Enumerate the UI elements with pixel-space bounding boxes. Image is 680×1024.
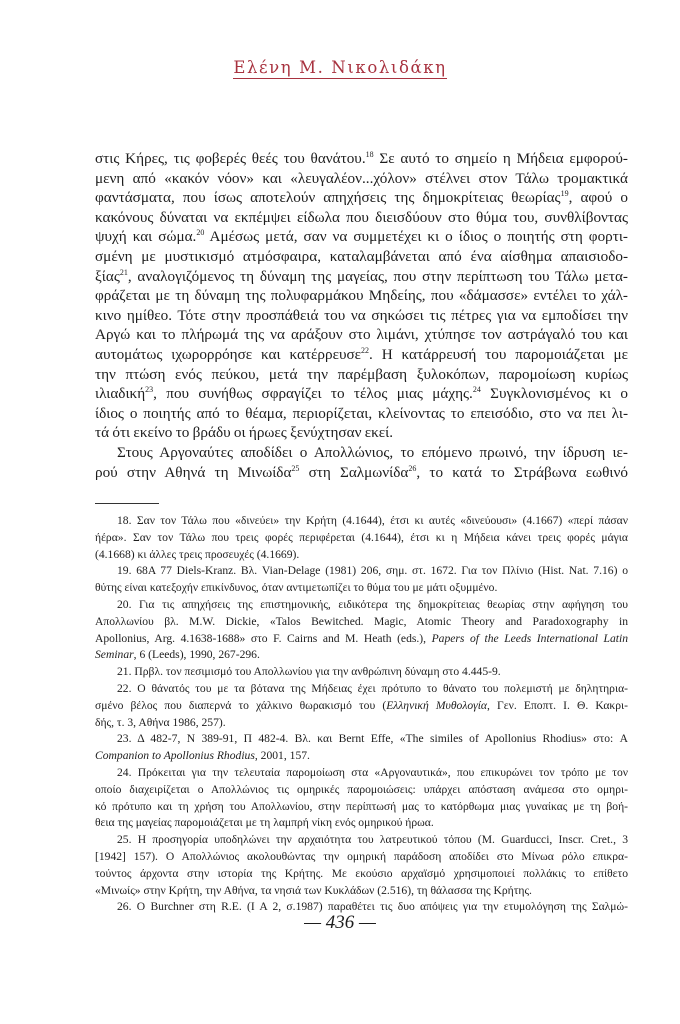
- italic-title: Seminar: [95, 648, 134, 662]
- text-run: αυτομάτως ιχωρορρόησε και κατέρρευσε: [95, 345, 362, 363]
- text-run: κό πρότυπο και τη χρήση του Απολλωνίου, στην περίπτωσή μας το κατόρθωμα μιας γυναίκας με τη βοή-: [95, 799, 628, 813]
- footnote-line: [95, 664, 628, 681]
- text-run: Σε αυτό το σημείο η Μήδεια εμφορού-: [373, 150, 628, 167]
- footnote-line: [95, 883, 628, 900]
- text-run: φαντάσματα, που ίσως αποτελούν απηχήσεις της δημοκρίτειας θεωρίας: [95, 189, 561, 207]
- text-run: δής, τ. 3, Αθήνα 1986, 257).: [95, 715, 226, 729]
- text-run: , το κατά το Στράβωνα εωθινό: [416, 463, 628, 481]
- text-line: [95, 267, 628, 287]
- text-run: φράζεται με τη δύναμη της πολυφαρμάκου Μηδείης, που «δάμασσε» εντέλει το χάλ-: [95, 287, 628, 305]
- footnote-line: [95, 631, 628, 648]
- text-line: [95, 188, 628, 208]
- footnote-line: [95, 782, 628, 799]
- text-run: την πτώση ενός πεύκου, μετά την παρέμβαση ξυλοκόπων, παρομοίωση κυρίως: [95, 365, 628, 383]
- text-run: ιλιαδική: [95, 385, 146, 403]
- text-line: [95, 208, 628, 228]
- text-run: , που συνήθως σφραγίζει το τέλος μιας μάχης.: [153, 385, 473, 403]
- text-line: [95, 404, 628, 424]
- footnote-ref: 25: [291, 463, 300, 473]
- footnote-line: [95, 580, 628, 597]
- text-run: σμένη με μυστικισμό ατμόσφαιρα, καταλαμβάνεται από ένα αίσθημα απαισιοδο-: [95, 247, 628, 265]
- text-run: ίδιος ο ποιητής από το θέαμα, περιορίζεται, κλείνοντας το επεισόδιο, στο να πει λι-: [95, 404, 628, 422]
- text-run: , αναλογιζόμενος τη δύναμη της μαγείας, που στην περίπτωση του Τάλω μετα-: [127, 267, 628, 285]
- text-run: 24. Πρόκειται για την τελευταία παρομοίωση στα «Αργοναυτικά», που επικυρώνει τον τρόπο με τον: [117, 765, 628, 779]
- text-run: 22. Ο θάνατός του με τα βότανα της Μήδειας έχει πρότυπο το θάνατο του πολεμιστή με δηλητηρια-: [117, 681, 628, 695]
- footnote-ref: 23: [145, 385, 154, 395]
- text-run: Αμέσως μετά, σαν να συμμετέχει κι ο ίδιος ο ποιητής στη φορτι-: [204, 228, 628, 246]
- running-header: [0, 58, 680, 78]
- footnote-line: [95, 849, 628, 866]
- footnote-line: [95, 832, 628, 849]
- text-run: Apollonius, Arg. 4.1638-1688» στο F. Cairns and M. Heath (eds.),: [95, 631, 432, 645]
- text-line: [95, 365, 628, 385]
- italic-title: Papers of the Leeds International Latin: [431, 631, 628, 645]
- text-run: ήέρα». Σαν τον Τάλω που τρεις φορές περιφέρεται (4.1644), έτσι κι η Μήδεια κάνει τρεις φορές μάγια: [95, 530, 628, 544]
- text-line: [95, 423, 628, 443]
- italic-title: Ελληνική Μυθολογία: [386, 698, 488, 712]
- text-run: στις Κήρες, τις φοβερές θεές του θανάτου.: [95, 150, 366, 167]
- text-run: οποίο διαχειρίζεται ο Απολλώνιος τις ομηρικές παρομοιώσεις: υπάρχει απόσταση ανάμεσα στο ομηρι-: [95, 782, 628, 796]
- footnote-line: [95, 815, 628, 832]
- footnote-line: [95, 698, 628, 715]
- text-run: Απολλωνίου βλ. M.W. Dickie, «Talos Bewitched. Magic, Atomic Theory and Paradoxography in: [95, 614, 628, 628]
- footnote-line: [95, 866, 628, 883]
- text-run: . Η κατάρρευσή του παρομοιάζεται με: [369, 345, 628, 363]
- text-run: τά ότι εκείνο το βράδυ οι ήρωες ξενύχτησαν εκεί.: [95, 424, 394, 442]
- footnote-line: [95, 614, 628, 631]
- text-run: 19. 68A 77 Diels-Kranz. Βλ. Vian-Delage (1981) 206, σημ. στ. 1672. Για τον Πλίνιο (Hist. Nat. 7.16) ο: [117, 564, 628, 578]
- text-line: [95, 247, 628, 267]
- text-run: Στους Αργοναύτες αποδίδει ο Απολλώνιος, το επόμενο πρωινό, την ίδρυση ιε-: [117, 443, 628, 461]
- text-line: [95, 149, 628, 169]
- text-run: , Γεν. Εποπτ. Ι. Θ. Κακρι-: [487, 698, 628, 712]
- text-line: [95, 306, 628, 326]
- text-run: 21. Πρβλ. τον πεσιμισμό του Απολλωνίου για την ανθρώπινη δύναμη στο 4.445-9.: [117, 665, 501, 679]
- text-line: [95, 227, 628, 247]
- text-run: , 2001, 157.: [254, 749, 310, 763]
- body-text: [95, 149, 628, 482]
- page-number: — 436 —: [304, 912, 376, 933]
- text-run: μενη από «κακόν νόον» και «λευγαλέον...χόλον» στέλνει στον Τάλω τρομακτικά: [95, 169, 628, 187]
- footnote-line: [95, 681, 628, 698]
- footnote-line: [95, 530, 628, 547]
- text-run: [1942] 157). Ο Απολλώνιος ακολουθώντας την ομηρική παράδοση αποδίδει στο Μίνωα ρόλο επικρα-: [95, 849, 628, 863]
- text-run: σμένο βέλος που διαπερνά το χάλκινο θωρακισμό του (: [95, 698, 387, 712]
- text-run: ρού στην Αθηνά τη Μινωίδα: [95, 463, 292, 481]
- author-name: Ελένη Μ. Νικολιδάκη: [233, 58, 447, 77]
- text-run: ψυχή και σώμα.: [95, 228, 197, 246]
- footnote-line: [95, 765, 628, 782]
- text-run: 18. Σαν τον Τάλω που «δινεύει» την Κρήτη (4.1644), έτσι κι αυτές «δινεύουσι» (4.1667) «περί πάσαν: [117, 514, 628, 527]
- footnote-ref: 24: [472, 385, 481, 395]
- text-run: Αργώ και το πλήρωμά της να αράξουν στο λιμάνι, χτύπησε τον αστράγαλό του και: [95, 326, 628, 344]
- text-run: κινο ημίθεο. Τότε στην προσπάθειά του να σηκώσει τις πέτρες για να εμποδίσει την: [95, 306, 628, 324]
- footnote-separator: [95, 503, 159, 504]
- text-run: στη Σαλμωνίδα: [299, 463, 409, 481]
- text-run: Συγκλονισμένος κι ο: [480, 385, 628, 403]
- text-line: [95, 286, 628, 306]
- text-run: (4.1668) κι άλλες τρεις προσευχές (4.1669).: [95, 547, 300, 561]
- text-line: [95, 384, 628, 404]
- footnote-ref: 21: [119, 267, 128, 277]
- footnote-line: [95, 715, 628, 732]
- footnote-ref: 22: [361, 345, 370, 355]
- footnote-line: [95, 799, 628, 816]
- text-run: , 6 (Leeds), 1990, 267-296.: [133, 648, 260, 662]
- italic-title: Companion to Apollonius Rhodius: [95, 749, 255, 763]
- text-run: , αφού ο: [568, 189, 628, 207]
- text-run: θεια της μαγείας παρομοιάζεται με τη λαμπρή νίκη ενός ομηρικού ήρωα.: [95, 816, 434, 830]
- text-run: ξίας: [95, 267, 120, 285]
- text-run: τούντος άρχοντα στην ιστορία της Κρήτης. Με εκούσιο αρχαϊσμό χρησιμοποιεί πολλάκις το επίθετο: [95, 866, 628, 880]
- text-line: [95, 169, 628, 189]
- text-line: [95, 345, 628, 365]
- footnote-line: [95, 563, 628, 580]
- footnote-ref: 20: [196, 228, 205, 238]
- text-line: [95, 463, 628, 483]
- text-run: «Μινωίς» στην Κρήτη, την Αθήνα, τα νησιά των Κυκλάδων (2.516), τη θάλασσα της Κρήτης.: [95, 883, 532, 897]
- text-run: 20. Για τις απηχήσεις της επιστημονικής, ειδικότερα της δημοκρίτειας θεωρίας στην αφήγηση του: [117, 597, 628, 611]
- footnote-ref: 18: [365, 150, 374, 159]
- footnote-ref: 19: [560, 189, 569, 199]
- footnote-line: [95, 647, 628, 664]
- text-run: κακόνους δύναται να εκπέμψει είδωλα που διεισδύουν στο θύμα του, συνθλίβοντας: [95, 208, 628, 226]
- footnote-line: [95, 597, 628, 614]
- text-run: 26. Ο Burchner στη R.E. (I A 2, σ.1987) παραθέτει τις δυο απόψεις για την ετυμολόγηση της Σαλμώ-: [117, 900, 628, 914]
- text-run: 23. Δ 482-7, Ν 389-91, Π 482-4. Βλ. και Bernt Effe, «The similes of Apollonius Rhodius» στο: A: [117, 732, 628, 746]
- footnotes: [95, 513, 628, 916]
- footnote-line: [95, 748, 628, 765]
- footnote-line: [95, 513, 628, 530]
- footnote-ref: 26: [408, 463, 417, 473]
- text-line: [95, 325, 628, 345]
- text-run: 25. Η προσηγορία υποδηλώνει την αρχαιότητα του λατρευτικού τόπου (M. Guarducci, Inscr. Cret., 3: [117, 833, 628, 847]
- text-run: θύτης είναι κατεξοχήν επικίνδυνος, όταν αντιμετωπίζει το θύμα του με μάτι οξυμμένο.: [95, 581, 498, 595]
- text-line: [95, 443, 628, 463]
- footnote-line: [95, 731, 628, 748]
- footnote-line: [95, 547, 628, 564]
